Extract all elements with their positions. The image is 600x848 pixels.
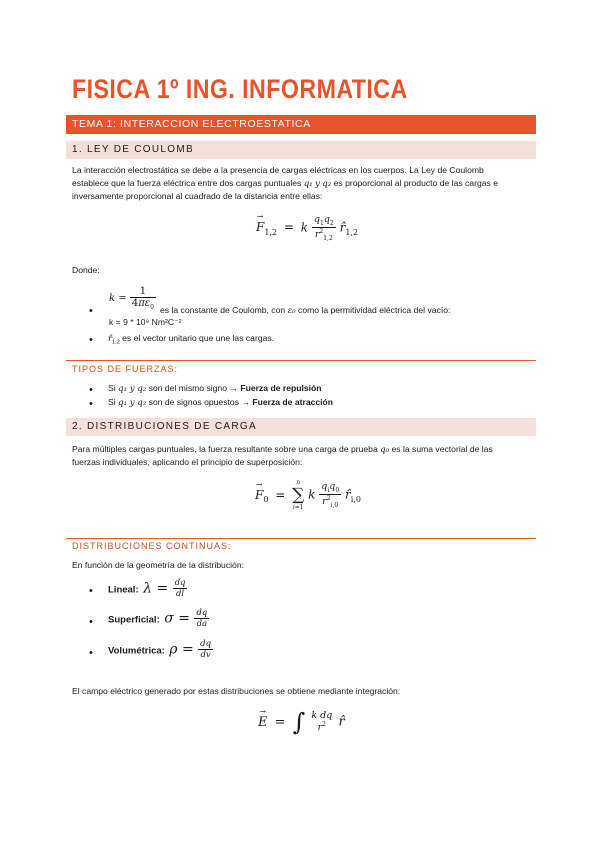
- superposition-equation: → $F_0$ = n ∑ i=1 k $\frac{q_iq_0}{r^2_{i,0}}$ $r̂_{i,0}$: [255, 478, 361, 512]
- linear-density: Lineal: λ = $\frac{dq}{dl}$: [108, 578, 186, 599]
- bullet-icon: •: [89, 334, 93, 346]
- force-attraction-item: Si q₁ y q₂ son de signos opuestos → Fuerza de atracción: [108, 397, 334, 408]
- distributions-line1: Para múltiples cargas puntuales, la fuerza resultante sobre una carga de prueba q₀ es la suma vectorial de las: [72, 444, 493, 455]
- coulomb-intro-line2: establece que la fuerza eléctrica entre dos cargas puntuales q₁ y q₂ es proporcional al producto de las cargas e: [72, 178, 498, 189]
- divider: [66, 538, 536, 539]
- coulomb-equation: → $F_{1,2} = k$ $\frac{q_1q_2}{r^2_{1,2}}$ $r̂_{1,2}$: [256, 214, 358, 242]
- continuous-heading: DISTRIBUCIONES CONTINUAS:: [72, 541, 232, 551]
- field-integration-text: El campo eléctrico generado por estas distribuciones se obtiene mediante integración:: [72, 686, 401, 696]
- unit-vector-item: $r̂_{1,2}$ es el vector unitario que une las cargas.: [108, 333, 275, 346]
- document-title: FISICA 1º ING. INFORMATICA: [72, 74, 408, 104]
- linear-label: Lineal:: [108, 584, 139, 596]
- bullet-icon: •: [89, 647, 93, 659]
- continuous-intro: En función de la geometría de la distribución:: [72, 560, 244, 570]
- topic-banner: TEMA 1: INTERACCION ELECTROESTATICA: [66, 115, 536, 134]
- divider: [66, 360, 536, 361]
- surface-label: Superficial:: [108, 614, 160, 626]
- k-description: es la constante de Coulomb, con ε₀ como la permitividad eléctrica del vacío:: [160, 305, 451, 316]
- k-definition: k = $\frac{1}{4\pi\varepsilon_0}$: [109, 286, 154, 311]
- distributions-line2: fuerzas individuales, aplicando el principio de superposición:: [72, 457, 303, 467]
- coulomb-intro-line1: La interacción electrostática se debe a la presencia de cargas eléctricas en los cuerpos. La Ley de Coulomb: [72, 165, 484, 175]
- force-repulsion-item: Si q₁ y q₂ son del mismo signo → Fuerza de repulsión: [108, 383, 322, 394]
- surface-density: Superficial: σ = $\frac{dq}{da}$: [108, 608, 208, 629]
- section-heading-distributions: 2. DISTRIBUCIONES DE CARGA: [66, 418, 536, 436]
- forces-heading: TIPOS DE FUERZAS:: [72, 364, 179, 374]
- bullet-icon: •: [89, 585, 93, 597]
- bullet-icon: •: [89, 616, 93, 628]
- section-heading-coulomb: 1. LEY DE COULOMB: [66, 141, 536, 159]
- volume-density: Volumétrica: ρ = $\frac{dq}{dv}$: [108, 639, 212, 660]
- k-value: k = 9 * 10⁹ Nm²C⁻²: [109, 317, 182, 327]
- bullet-icon: •: [89, 305, 93, 317]
- where-label: Donde:: [72, 265, 100, 275]
- volume-label: Volumétrica:: [108, 645, 165, 657]
- bullet-icon: •: [89, 384, 93, 396]
- coulomb-intro-line3: inversamente proporcional al cuadrado de la distancia entre ellas:: [72, 191, 323, 201]
- field-integral-equation: → E = ∫ k dq $r^2$ r̂: [258, 708, 345, 736]
- bullet-icon: •: [89, 398, 93, 410]
